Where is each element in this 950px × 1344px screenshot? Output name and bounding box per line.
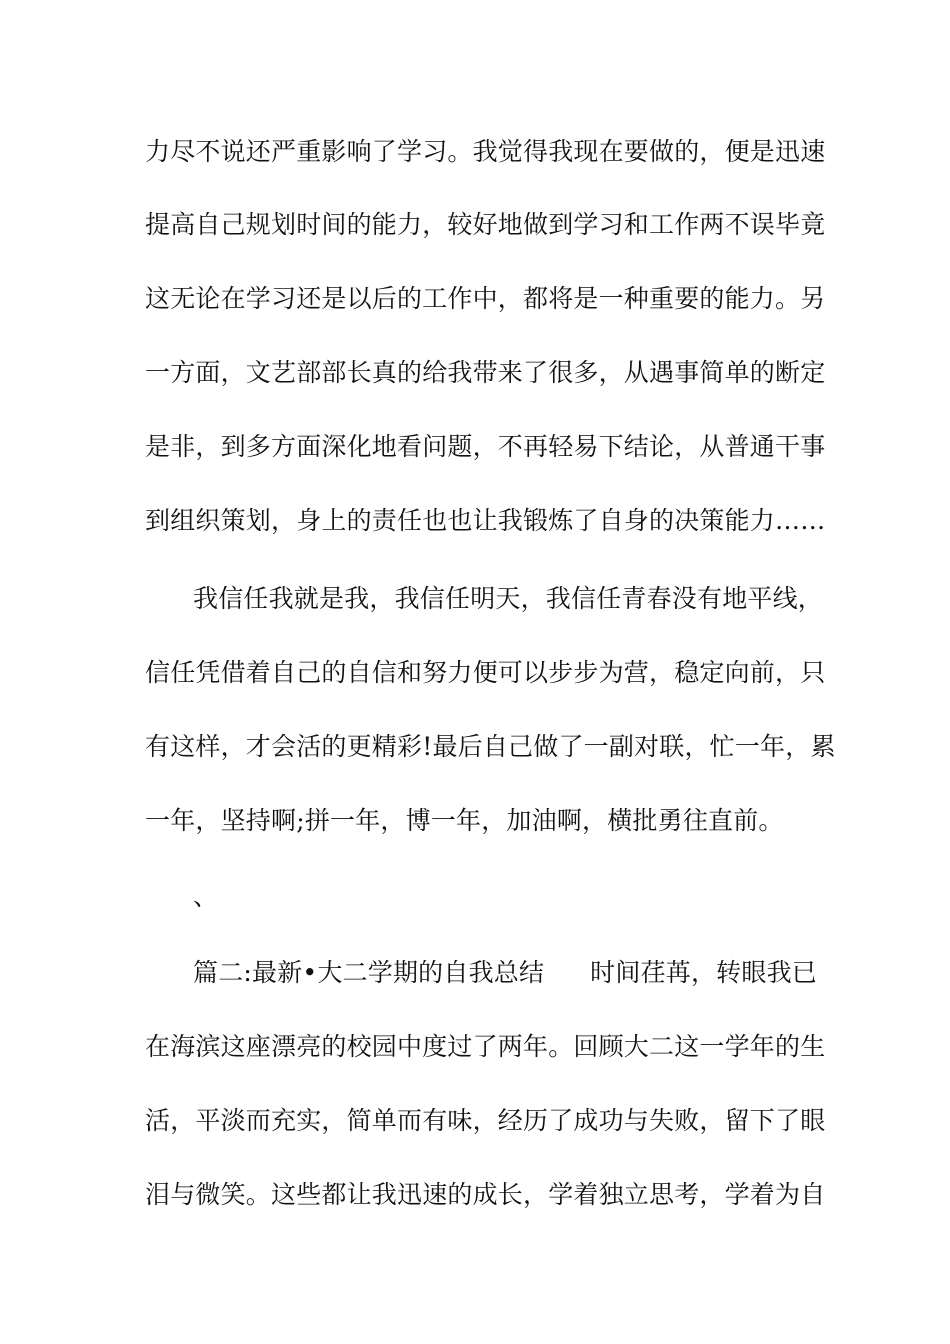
text-line: 我信任我就是我，我信任明天，我信任青春没有地平线， <box>193 584 824 613</box>
section-heading: 篇二:最新•大二学期的自我总结 <box>193 958 545 987</box>
text-line: 是非，到多方面深化地看问题，不再轻易下结论，从普通干事 <box>145 432 826 461</box>
text-line: 在海滨这座漂亮的校园中度过了两年。回顾大二这一学年的生 <box>145 1032 826 1061</box>
section-text-start: 时间荏苒，转眼我已 <box>590 958 817 987</box>
text-line: 有这样，才会活的更精彩!最后自己做了一副对联，忙一年，累 <box>145 732 836 761</box>
text-line: 、 <box>193 882 219 911</box>
text-line: 泪与微笑。这些都让我迅速的成长，学着独立思考，学着为自 <box>145 1180 826 1209</box>
text-line: 信任凭借着自己的自信和努力便可以步步为营，稳定向前，只 <box>145 658 826 687</box>
text-line: 到组织策划，身上的责任也也让我锻炼了自身的决策能力…… <box>145 506 826 535</box>
section-heading-line <box>193 957 815 989</box>
text-line: 提高自己规划时间的能力，较好地做到学习和工作两不误毕竟 <box>145 210 826 239</box>
text-line: 活，平淡而充实，简单而有味，经历了成功与失败，留下了眼 <box>145 1106 826 1135</box>
text-line: 力尽不说还严重影响了学习。我觉得我现在要做的，便是迅速 <box>145 137 826 166</box>
text-line: 一年，坚持啊;拼一年，博一年，加油啊，横批勇往直前。 <box>145 806 784 835</box>
text-line: 这无论在学习还是以后的工作中，都将是一种重要的能力。另 <box>145 284 826 313</box>
text-line: 一方面，文艺部部长真的给我带来了很多，从遇事简单的断定 <box>145 358 826 387</box>
